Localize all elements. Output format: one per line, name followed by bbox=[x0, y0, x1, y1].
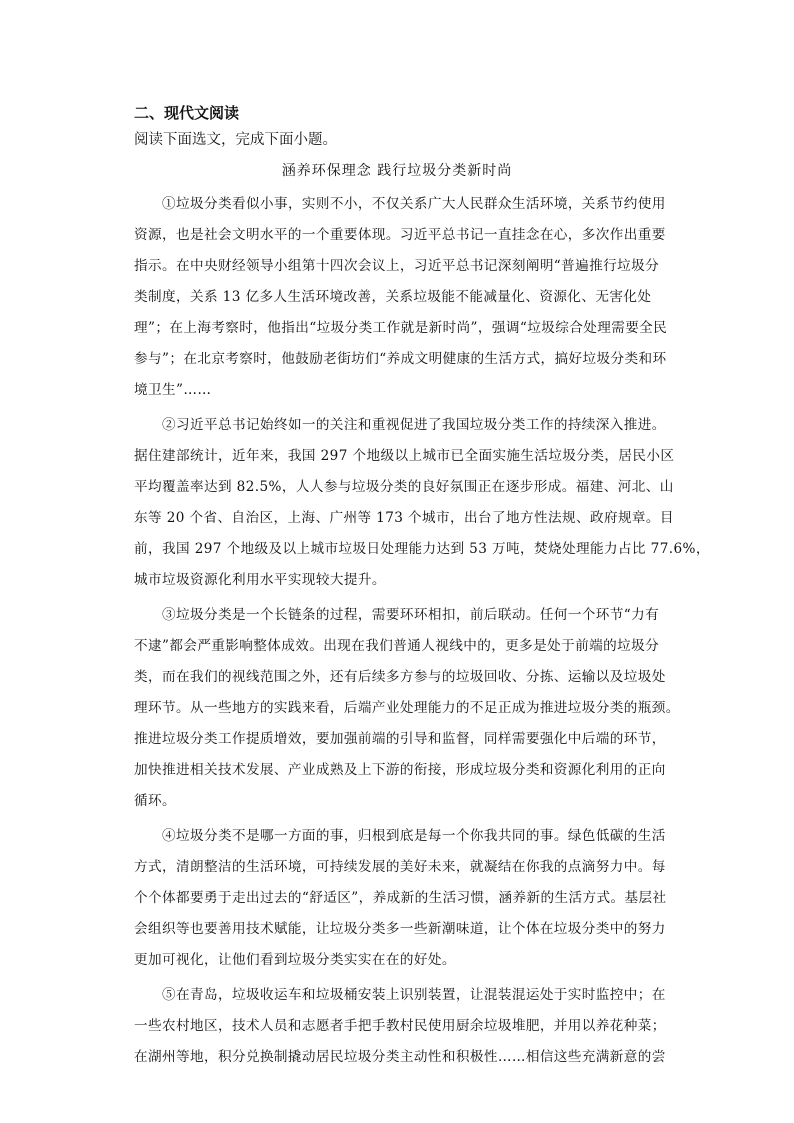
text-line: ⑤在青岛，垃圾收运车和垃圾桶安装上识别装置，让混装混运处于实时监控中；在 bbox=[162, 987, 666, 1003]
text-line: 类制度，关系 13 亿多人生活环境改善，关系垃圾能不能减量化、资源化、无害化处 bbox=[134, 289, 652, 305]
text-line: 据住建部统计，近年来，我国 297 个地级以上城市已全面实施生活垃圾分类，居民小区 bbox=[134, 448, 675, 464]
text-line: 东等 20 个省、自治区，上海、广州等 173 个城市，出台了地方性法规、政府规章。目 bbox=[134, 510, 674, 526]
article-title: 涵养环保理念 践行垃圾分类新时尚 bbox=[281, 163, 513, 179]
text-line: ④垃圾分类不是哪一方面的事，归根到底是每一个你我共同的事。绿色低碳的生活 bbox=[162, 828, 666, 844]
text-line: 类，而在我们的视线范围之外，还有后续多方参与的垃圾回收、分拣、运输以及垃圾处 bbox=[134, 669, 666, 685]
text-line: 资源，也是社会文明水平的一个重要体现。习近平总书记一直挂念在心，多次作出重要 bbox=[134, 227, 666, 243]
text-line: 平均覆盖率达到 82.5%，人人参与垃圾分类的良好氛围正在逐步形成。福建、河北、山 bbox=[134, 479, 674, 495]
text-line: 参与”；在北京考察时，他鼓励老街坊们“养成文明健康的生活方式，搞好垃圾分类和环 bbox=[134, 351, 667, 367]
text-line: 会组织等也要善用技术赋能，让垃圾分类多一些新潮味道，让个体在垃圾分类中的努力 bbox=[134, 921, 666, 937]
section-heading: 二、现代文阅读 bbox=[134, 104, 240, 122]
text-line: ③垃圾分类是一个长链条的过程，需要环环相扣，前后联动。任何一个环节“力有 bbox=[162, 607, 660, 623]
text-line: 推进垃圾分类工作提质增效，要加强前端的引导和监督，同样需要强化中后端的环节， bbox=[134, 731, 666, 747]
text-line: ①垃圾分类看似小事，实则不小，不仅关系广大人民群众生活环境，关系节约使用 bbox=[162, 196, 666, 212]
text-line: 理”；在上海考察时，他指出“垃圾分类工作就是新时尚”，强调“垃圾综合处理需要全民 bbox=[134, 320, 668, 336]
text-line: 不逮”都会严重影响整体成效。出现在我们普通人视线中的，更多是处于前端的垃圾分 bbox=[134, 638, 660, 654]
text-line: 循环。 bbox=[134, 793, 176, 809]
text-line: 更加可视化，让他们看到垃圾分类实实在在的好处。 bbox=[134, 952, 456, 968]
text-line: 方式，清朗整洁的生活环境，可持续发展的美好未来，就凝结在你我的点滴努力中。每 bbox=[134, 859, 666, 875]
text-line: 在湖州等地，积分兑换制撬动居民垃圾分类主动性和积极性……相信这些充满新意的尝 bbox=[134, 1049, 666, 1065]
text-line: 个个体都要勇于走出过去的“舒适区”，养成新的生活习惯，涵养新的生活方式。基层社 bbox=[134, 890, 667, 906]
text-line: ②习近平总书记始终如一的关注和重视促进了我国垃圾分类工作的持续深入推进。 bbox=[162, 417, 666, 433]
text-line: 加快推进相关技术发展、产业成熟及上下游的衔接，形成垃圾分类和资源化利用的正向 bbox=[134, 762, 666, 778]
text-line: 城市垃圾资源化利用水平实现较大提升。 bbox=[134, 572, 386, 588]
reading-instruction: 阅读下面选文，完成下面小题。 bbox=[134, 132, 337, 148]
text-line: 一些农村地区，技术人员和志愿者手把手教村民使用厨余垃圾堆肥，并用以养花种菜； bbox=[134, 1018, 666, 1034]
text-line: 前，我国 297 个地级及以上城市垃圾日处理能力达到 53 万吨，焚烧处理能力占比 77.6%， bbox=[134, 541, 710, 557]
text-line: 指示。在中央财经领导小组第十四次会议上，习近平总书记深刻阐明“普遍推行垃圾分 bbox=[134, 258, 660, 274]
text-line: 理环节。从一些地方的实践来看，后端产业处理能力的不足正成为推进垃圾分类的瓶颈。 bbox=[134, 700, 680, 716]
text-line: 境卫生”…… bbox=[134, 382, 212, 398]
